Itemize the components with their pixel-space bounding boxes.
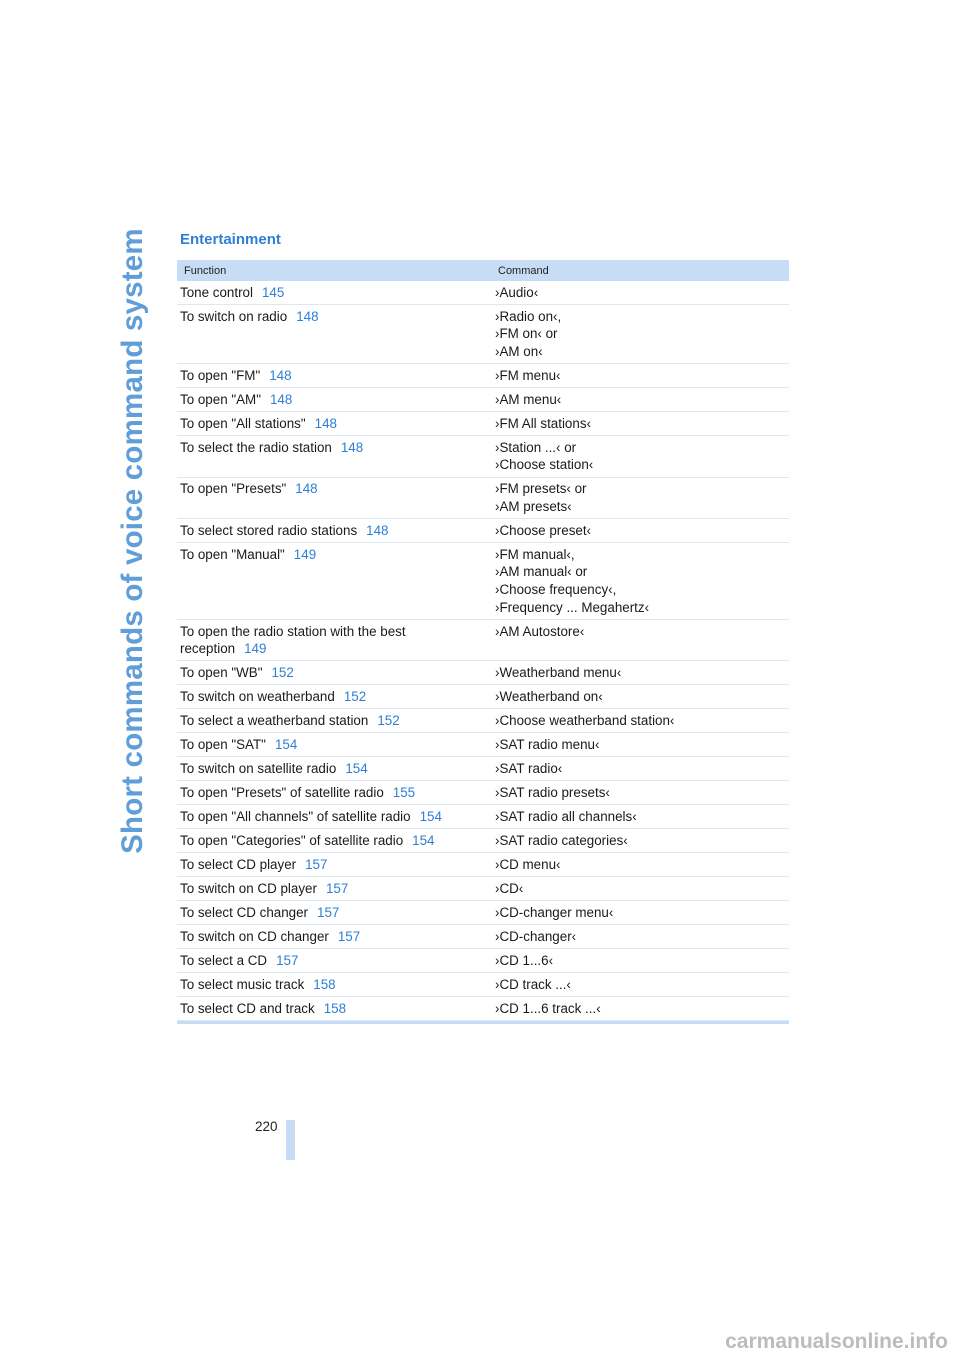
voice-command: ›AM Autostore‹ bbox=[495, 623, 585, 639]
function-text: Tone control bbox=[180, 284, 253, 300]
table-row bbox=[177, 781, 789, 805]
function-cell bbox=[177, 976, 493, 994]
command-cell bbox=[493, 1000, 789, 1018]
page-reference-link[interactable]: 154 bbox=[419, 808, 442, 824]
voice-command: ›CD‹ bbox=[495, 880, 524, 896]
table-row bbox=[177, 949, 789, 973]
function-cell bbox=[177, 712, 493, 730]
table-row bbox=[177, 478, 789, 520]
table-row bbox=[177, 685, 789, 709]
voice-command: ›FM manual‹, bbox=[495, 546, 575, 562]
voice-command: ›CD track ...‹ bbox=[495, 976, 571, 992]
function-cell bbox=[177, 391, 493, 409]
page-marker-bar bbox=[286, 1120, 295, 1160]
function-cell bbox=[177, 367, 493, 385]
page-reference-link[interactable]: 157 bbox=[305, 856, 328, 872]
table-row bbox=[177, 853, 789, 877]
table-row bbox=[177, 973, 789, 997]
voice-command: ›FM All stations‹ bbox=[495, 415, 591, 431]
command-cell bbox=[493, 391, 789, 409]
command-cell bbox=[493, 928, 789, 946]
table-row bbox=[177, 877, 789, 901]
page-reference-link[interactable]: 148 bbox=[295, 481, 318, 497]
command-cell bbox=[493, 480, 789, 515]
command-cell bbox=[493, 976, 789, 994]
voice-command: ›AM manual‹ or bbox=[495, 564, 588, 580]
voice-command: ›Radio on‹, bbox=[495, 308, 562, 324]
page-reference-link[interactable]: 148 bbox=[314, 415, 337, 431]
voice-command: ›CD 1...6 track ...‹ bbox=[495, 1000, 601, 1016]
page-reference-link[interactable]: 157 bbox=[337, 928, 361, 944]
command-cell bbox=[493, 522, 789, 540]
function-text: To open "SAT" bbox=[180, 737, 266, 753]
section-title: Entertainment bbox=[180, 231, 281, 248]
function-cell bbox=[177, 760, 493, 778]
voice-command: ›CD 1...6‹ bbox=[495, 952, 554, 968]
command-cell bbox=[493, 904, 789, 922]
page-reference-link[interactable]: 158 bbox=[313, 976, 336, 992]
table-row bbox=[177, 388, 789, 412]
voice-command: ›Audio‹ bbox=[495, 284, 539, 300]
function-text: To open "FM" bbox=[180, 367, 261, 383]
command-cell bbox=[493, 880, 789, 898]
page-reference-link[interactable]: 149 bbox=[293, 546, 317, 562]
voice-command: ›FM menu‹ bbox=[495, 367, 561, 383]
voice-command: ›AM menu‹ bbox=[495, 391, 562, 407]
function-text: To open "All channels" of satellite radio bbox=[180, 808, 411, 824]
function-cell bbox=[177, 1000, 493, 1018]
function-cell bbox=[177, 856, 493, 874]
chapter-side-title-text: Short commands of voice command system bbox=[116, 228, 150, 854]
voice-command: ›SAT radio categories‹ bbox=[495, 832, 628, 848]
command-cell bbox=[493, 808, 789, 826]
table-row bbox=[177, 997, 789, 1021]
voice-command: ›AM on‹ bbox=[495, 343, 543, 359]
table-header bbox=[177, 260, 789, 281]
function-text: To switch on weatherband bbox=[180, 689, 335, 705]
voice-command: ›Weatherband menu‹ bbox=[495, 665, 622, 681]
command-cell bbox=[493, 856, 789, 874]
page-reference-link[interactable]: 152 bbox=[377, 713, 400, 729]
page-reference-link[interactable]: 148 bbox=[366, 522, 389, 538]
voice-command: ›AM presets‹ bbox=[495, 498, 572, 514]
function-text: To select a weatherband station bbox=[180, 713, 369, 729]
table-row bbox=[177, 519, 789, 543]
table-row bbox=[177, 436, 789, 478]
command-table bbox=[177, 260, 789, 1024]
command-cell bbox=[493, 284, 789, 302]
function-cell bbox=[177, 480, 493, 515]
voice-command: ›CD-changer menu‹ bbox=[495, 904, 614, 920]
voice-command: ›FM on‹ or bbox=[495, 326, 558, 342]
page-reference-link[interactable]: 157 bbox=[325, 880, 349, 896]
voice-command: ›Choose frequency‹, bbox=[495, 582, 617, 597]
function-cell bbox=[177, 546, 493, 616]
page-reference-link[interactable]: 148 bbox=[269, 391, 293, 407]
page-reference-link[interactable]: 158 bbox=[323, 1000, 347, 1016]
function-cell bbox=[177, 308, 493, 361]
function-text: To switch on CD player bbox=[180, 880, 317, 896]
voice-command: ›FM presets‹ or bbox=[495, 481, 587, 497]
function-text: To select the radio station bbox=[180, 439, 332, 455]
table-row bbox=[177, 805, 789, 829]
table-row bbox=[177, 925, 789, 949]
command-cell bbox=[493, 546, 789, 616]
function-text: To select CD and track bbox=[180, 1000, 315, 1016]
voice-command: ›Choose preset‹ bbox=[495, 522, 592, 538]
function-text: To select a CD bbox=[180, 952, 268, 968]
table-row bbox=[177, 281, 789, 305]
function-text: To select music track bbox=[180, 976, 305, 992]
voice-command: ›Station ...‹ or bbox=[495, 439, 577, 455]
table-row bbox=[177, 829, 789, 853]
voice-command: ›Weatherband on‹ bbox=[495, 689, 603, 705]
voice-command: ›SAT radio menu‹ bbox=[495, 737, 600, 753]
page-reference-link[interactable]: 152 bbox=[271, 665, 294, 681]
table-bottom-rule bbox=[177, 1021, 789, 1024]
function-text: To open "AM" bbox=[180, 391, 261, 407]
function-cell bbox=[177, 928, 493, 946]
page-reference-link[interactable]: 154 bbox=[274, 737, 298, 753]
function-text: To select CD player bbox=[180, 856, 297, 872]
table-row bbox=[177, 733, 789, 757]
voice-command: ›Frequency ... Megahertz‹ bbox=[495, 599, 650, 615]
function-text: To select CD changer bbox=[180, 904, 309, 920]
page-reference-link[interactable]: 148 bbox=[340, 439, 364, 455]
page-reference-link[interactable]: 149 bbox=[244, 641, 267, 657]
page-reference-link[interactable]: 145 bbox=[261, 284, 285, 300]
function-text: To open "Presets" of satellite radio bbox=[180, 784, 384, 800]
function-cell bbox=[177, 784, 493, 802]
function-cell bbox=[177, 623, 493, 658]
function-text: To open "WB" bbox=[180, 665, 263, 681]
table-row bbox=[177, 661, 789, 685]
voice-command: ›Choose weatherband station‹ bbox=[495, 713, 675, 729]
voice-command: ›SAT radio‹ bbox=[495, 761, 563, 776]
command-cell bbox=[493, 439, 789, 474]
table-row bbox=[177, 620, 789, 662]
header-function: Function bbox=[184, 264, 227, 277]
voice-command: ›Choose station‹ bbox=[495, 457, 594, 473]
command-cell bbox=[493, 623, 789, 658]
command-cell bbox=[493, 688, 789, 706]
function-cell bbox=[177, 904, 493, 922]
function-text: To open "Categories" of satellite radio bbox=[180, 832, 404, 848]
table-row bbox=[177, 901, 789, 925]
chapter-side-title bbox=[116, 228, 150, 854]
command-cell bbox=[493, 367, 789, 385]
function-cell bbox=[177, 952, 493, 970]
voice-command: ›SAT radio presets‹ bbox=[495, 784, 610, 800]
table-row bbox=[177, 709, 789, 733]
function-text: To open the radio station with the best reception bbox=[180, 623, 406, 657]
table-row bbox=[177, 305, 789, 364]
function-cell bbox=[177, 688, 493, 706]
function-text: To select stored radio stations bbox=[180, 522, 358, 538]
header-command: Command bbox=[498, 264, 549, 277]
command-cell bbox=[493, 415, 789, 433]
function-cell bbox=[177, 832, 493, 850]
command-cell bbox=[493, 784, 789, 802]
voice-command: ›CD menu‹ bbox=[495, 856, 561, 872]
function-text: To open "All stations" bbox=[180, 415, 306, 431]
function-cell bbox=[177, 808, 493, 826]
function-text: To open "Manual" bbox=[180, 546, 285, 562]
watermark: carmanualsonline.info bbox=[725, 1330, 948, 1353]
command-cell bbox=[493, 832, 789, 850]
function-cell bbox=[177, 439, 493, 474]
function-cell bbox=[177, 522, 493, 540]
function-cell bbox=[177, 880, 493, 898]
command-cell bbox=[493, 952, 789, 970]
table-row bbox=[177, 364, 789, 388]
command-cell bbox=[493, 760, 789, 778]
page-reference-link[interactable]: 154 bbox=[345, 761, 368, 776]
page-reference-link[interactable]: 155 bbox=[392, 784, 416, 800]
page-reference-link[interactable]: 157 bbox=[276, 952, 299, 968]
page-reference-link[interactable]: 152 bbox=[343, 689, 367, 705]
function-cell bbox=[177, 284, 493, 302]
table-row bbox=[177, 412, 789, 436]
table-row bbox=[177, 543, 789, 620]
voice-command: ›CD-changer‹ bbox=[495, 928, 577, 944]
voice-command: ›SAT radio all channels‹ bbox=[495, 808, 637, 824]
table-body bbox=[177, 281, 789, 1021]
page-reference-link[interactable]: 154 bbox=[412, 832, 435, 848]
function-text: To open "Presets" bbox=[180, 481, 287, 497]
command-cell bbox=[493, 308, 789, 361]
page-reference-link[interactable]: 148 bbox=[269, 367, 292, 383]
table-row bbox=[177, 757, 789, 781]
command-cell bbox=[493, 736, 789, 754]
function-cell bbox=[177, 664, 493, 682]
function-text: To switch on satellite radio bbox=[180, 761, 337, 776]
function-text: To switch on CD changer bbox=[180, 928, 329, 944]
page-reference-link[interactable]: 148 bbox=[296, 308, 319, 324]
function-cell bbox=[177, 415, 493, 433]
command-cell bbox=[493, 664, 789, 682]
command-cell bbox=[493, 712, 789, 730]
page-number: 220 bbox=[255, 1119, 278, 1134]
page-reference-link[interactable]: 157 bbox=[317, 904, 340, 920]
function-cell bbox=[177, 736, 493, 754]
function-text: To switch on radio bbox=[180, 308, 288, 324]
